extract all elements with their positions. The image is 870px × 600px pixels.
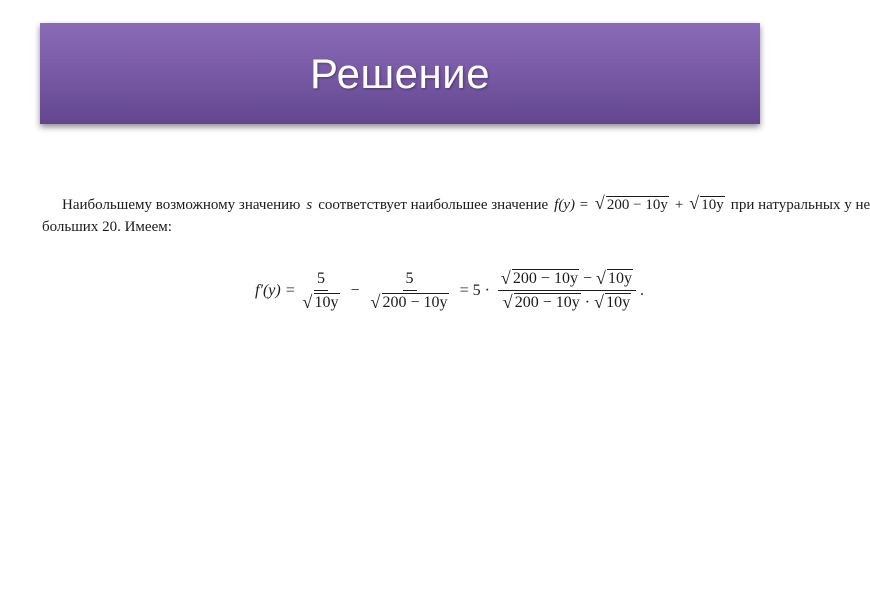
- radicand: 200 − 10y: [514, 294, 580, 311]
- radicand: 10y: [607, 270, 632, 287]
- equals-sign: = 5 ·: [459, 282, 490, 299]
- radical: [596, 270, 633, 288]
- radicand: 10y: [314, 294, 339, 311]
- radical: [595, 194, 669, 216]
- radical: [503, 294, 581, 312]
- radicand: 10y: [606, 294, 631, 311]
- radicand: 200 − 10y: [382, 294, 448, 311]
- text-segment: соответствует наибольшее значение: [318, 197, 549, 213]
- paragraph-line-2: больших 20. Имеем:: [42, 219, 172, 235]
- fraction: [498, 270, 636, 312]
- radical: [303, 294, 340, 312]
- radicand: 200 − 10y: [512, 270, 578, 287]
- minus-sign: −: [350, 282, 360, 299]
- period: .: [639, 282, 644, 299]
- denominator: [300, 291, 343, 312]
- dot-operator: ·: [584, 294, 591, 311]
- function-label: f(y) =: [554, 197, 589, 213]
- plus-sign: +: [674, 197, 684, 213]
- radical: [689, 194, 725, 216]
- slide-title: Решение: [309, 49, 491, 97]
- title-bar: [40, 23, 760, 124]
- radicand: 10y: [701, 197, 724, 213]
- derivative-formula: [255, 270, 644, 312]
- minus-sign: −: [582, 270, 592, 287]
- fraction: [300, 270, 343, 312]
- solution-text: [42, 188, 870, 238]
- variable-s: s: [306, 197, 313, 213]
- numerator: [498, 270, 636, 291]
- fraction: [368, 270, 452, 312]
- radical: [501, 270, 579, 288]
- numerator: 5: [314, 270, 328, 291]
- radical: [371, 294, 449, 312]
- denominator: [500, 291, 634, 312]
- radical: [594, 294, 631, 312]
- denominator: [368, 291, 452, 312]
- radicand: 200 − 10y: [606, 197, 668, 213]
- text-segment: при натуральных у не: [730, 197, 870, 213]
- numerator: 5: [403, 270, 417, 291]
- formula-lhs: f′(y) =: [255, 282, 296, 299]
- text-segment: Наибольшему возможному значению: [62, 197, 301, 213]
